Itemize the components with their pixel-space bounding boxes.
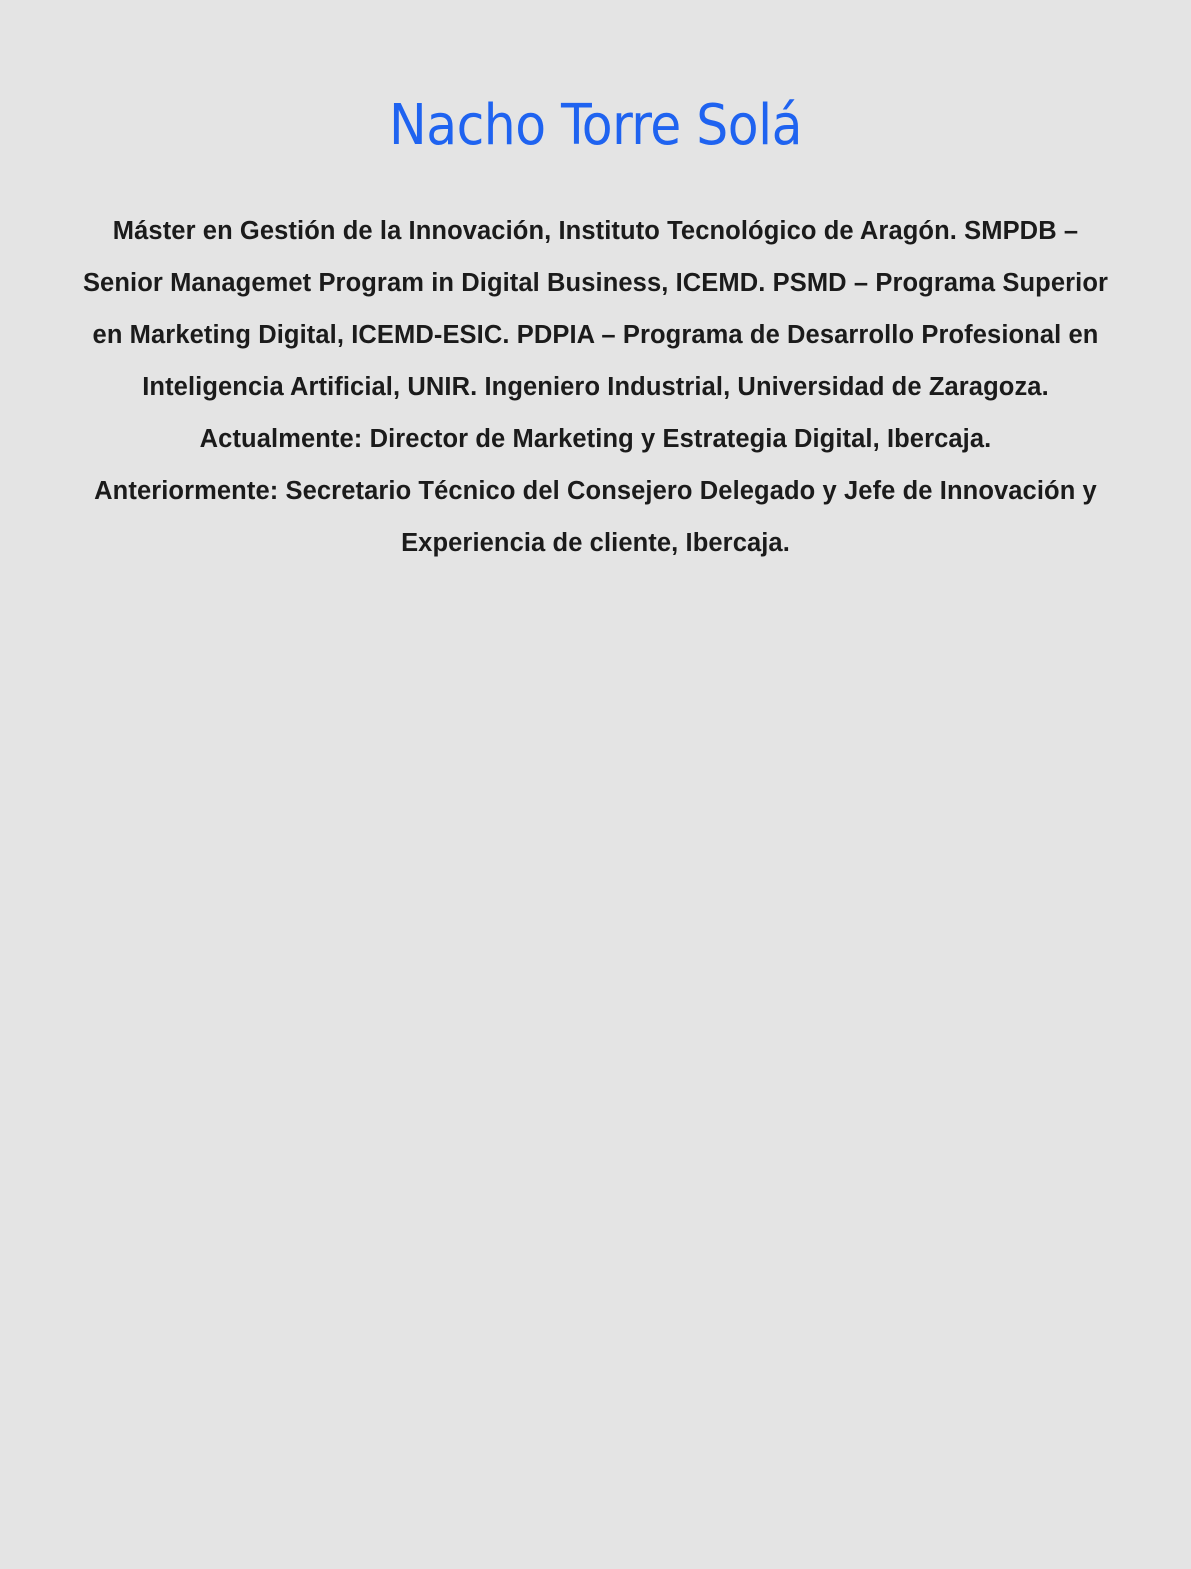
bio-section — [81, 157, 1111, 569]
paragraph-previous-role: Anteriormente: Secretario Técnico del Consejero Delegado y Jefe de Innovación y Experiencia de cliente, Ibercaja. — [94, 476, 1097, 557]
page-title: Nacho Torre Solá — [389, 93, 802, 158]
paragraph-current-role: Actualmente: Director de Marketing y Estrategia Digital, Ibercaja. — [199, 424, 992, 453]
paragraph-education: Máster en Gestión de la Innovación, Instituto Tecnológico de Aragón. SMPDB – Senior Managemet Program in Digital Business, ICEMD. PSMD – Programa Superior en Marketing Digital, ICEMD-ESIC. PDPIA – Programa de Desarrollo Profesional en Inteligencia Artificial, UNIR. Ingeniero Industrial, Universidad de Zaragoza. — [82, 216, 1109, 401]
